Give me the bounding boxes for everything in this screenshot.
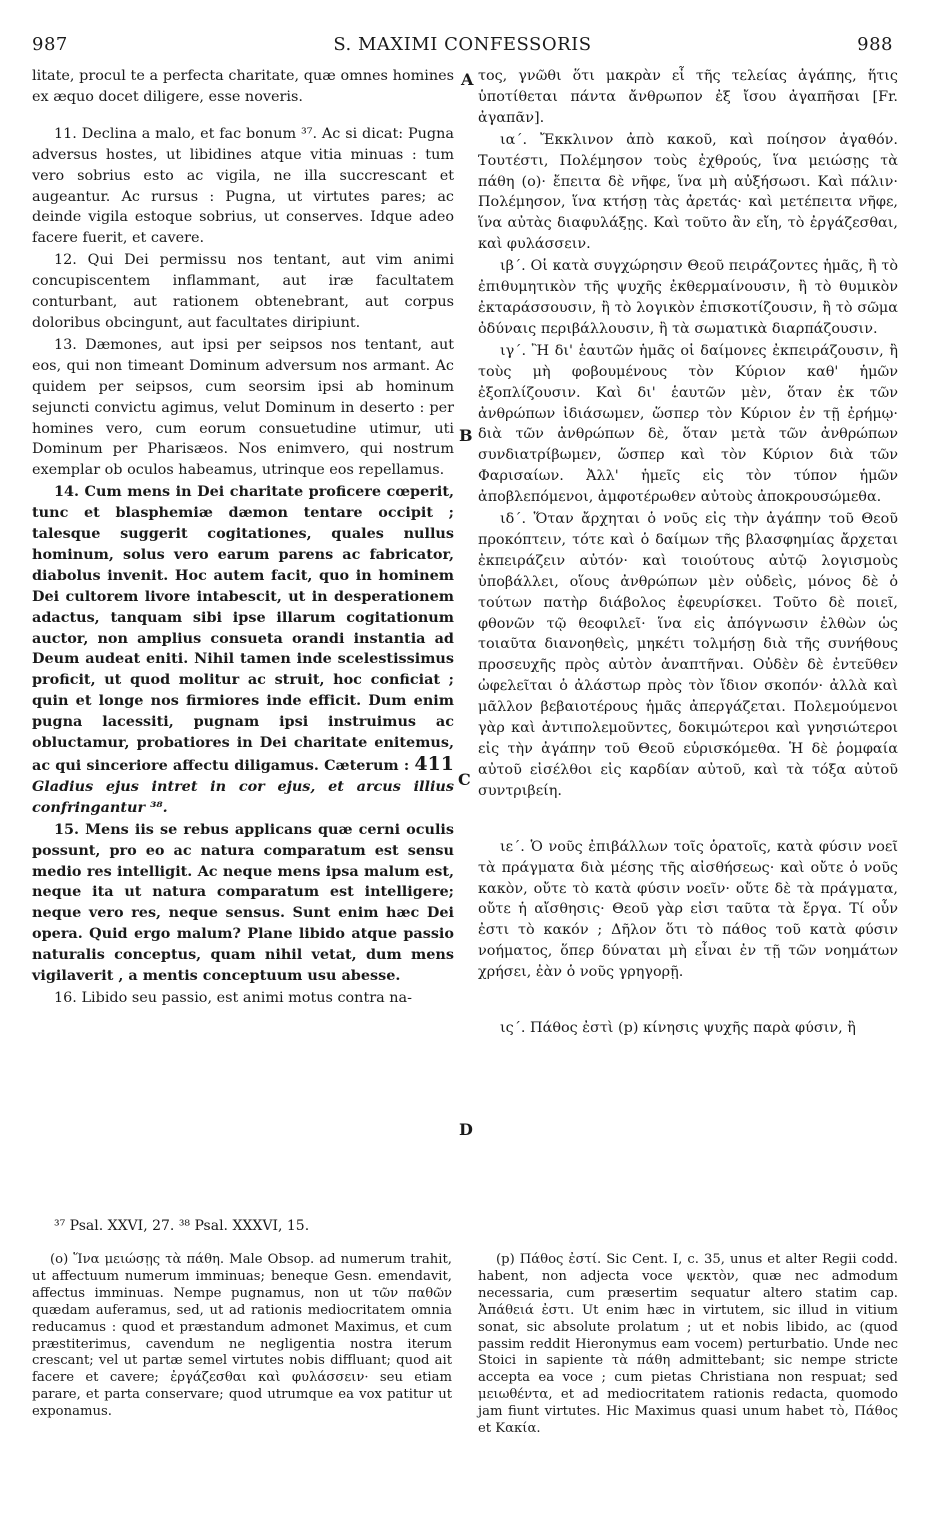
running-title: S. MAXIMI CONFESSORIS <box>333 34 592 55</box>
latin-paragraph-14-text: 14. Cum mens in Dei charitate proficere cœperit, tunc et blasphemiæ dæmon tentare occipit ; talesque suggerit cogitationes, quales nullus hominum, solus vero earum parens ac fabricator, diabolus invenit. Hoc autem facit, quo in hominem Dei cultorem livore intabescit, ut in desperationem adactus, tanquam sibi ipse illarum cogitationum auctor, non amplius consueta orandi instantia ad Deum audeat eniti. Nihil tamen inde scelestissimus proficit, ut quod molitur ac struit, hoc conficiat ; quin et longe nos firmiores inde efficit. Dum enim pugna lacessiti, pugnam ipsi instruimus ac obluctamur, probatiores in Dei charitate enitemus, ac qui sinceriore affectu diligamus. Cæterum : <box>32 483 454 774</box>
latin-column <box>32 66 454 1010</box>
greek-paragraph-15: ιε΄. Ὁ νοῦς ἐπιβάλλων τοῖς ὁρατοῖς, κατὰ φύσιν νοεῖ τὰ πράγματα διὰ μέσης τῆς αἰσθήσεως· καὶ οὔτε ὁ νοῦς κακὸν, οὔτε τὸ κατὰ φύσιν νοεῖν· οὔτε δὲ τὰ πράγματα, οὔτε ἡ αἴσθησις· Θεοῦ γὰρ εἰσι ταῦτα τὰ ἔργα. Τί οὖν ἐστι τὸ κακόν ; Δῆλον ὅτι τὸ πάθος τοῦ κατὰ φύσιν νοήματος, ὅπερ δύναται μὴ εἶναι ἐν τῇ τῶν νοημάτων χρήσει, ἐὰν ὁ νοῦς γρηγορῇ. <box>478 838 898 981</box>
latin-paragraph-11: 11. Declina a malo, et fac bonum ³⁷. Ac si dicat: Pugna adversus hostes, ut libidines atque vitia minuas : tum vero sobrius esto ac vigila, ne illa succrescant et augeantur. Ac rursus : Pugna, ut virtutes pares; ac deinde vigila estoque sobrius, ut conserves. Idque adeo facere fuerit, et cavere. <box>32 125 454 247</box>
running-header <box>32 34 893 58</box>
latin-paragraph-12: 12. Qui Dei permissu nos tentant, aut vim animi concupiscentem inflammant, aut iræ facultatem conturbant, aut rationem obtenebrant, aut corpus doloribus obcingunt, aut facultates diripiunt. <box>32 252 454 331</box>
greek-paragraph-14: ιδ΄. Ὅταν ἄρχηται ὁ νοῦς εἰς τὴν ἀγάπην τοῦ Θεοῦ προκόπτειν, τότε καὶ ὁ δαίμων τῆς βλασφημίας ἄρχεται ἐκπειράζειν αὐτόν· καὶ τοιούτους αὐτῷ λογισμοὺς ὑποβάλλει, οἵους ἀνθρώπων μὲν οὐδεὶς, μόνος δὲ ὁ τούτων πατὴρ διάβολος ἐφευρίσκει. Τοῦτο δὲ ποιεῖ, φθονῶν τῷ θεοφιλεῖ· ἵνα εἰς ἀπόγνωσιν ἐλθὼν ὡς τοιαῦτα διανοηθεὶς, μηκέτι τολμήσῃ διὰ τῆς συνήθους προσευχῆς πρὸς αὐτὸν ἀναπτῆναι. Οὐδὲν δὲ ἐντεῦθεν ὠφελεῖται ὁ ἀλάστωρ πρὸς τὸν ἴδιον σκοπόν· ἀλλὰ καὶ μᾶλλον βεβαιοτέρους ἡμᾶς ἀπεργάζεται. Πολεμούμενοι γὰρ καὶ ἀντιπολεμοῦντες, δοκιμώτεροι καὶ γνησιώτεροι εἰς τὴν ἀγάπην τοῦ Θεοῦ εὑρισκόμεθα. Ἡ δὲ ῥομφαία αὐτοῦ εἰσέλθοι εἰς καρδίαν αὐτοῦ, καὶ τὰ τόξα αὐτοῦ συντριβείη. <box>478 511 898 799</box>
latin-paragraph-14 <box>32 482 454 819</box>
section-marker-d: D <box>459 1120 473 1139</box>
greek-paragraph-13: ιγ΄. Ἢ δι' ἑαυτῶν ἡμᾶς οἱ δαίμονες ἐκπειράζουσιν, ἢ τοὺς μὴ φοβουμένους τὸν Κύριον καθ' ἡμῶν ἐξοπλίζουσιν. Καὶ δι' ἑαυτῶν μὲν, ὅταν ἐκ τῶν ἀνθρώπων ἰδιάσωμεν, ὥσπερ τὸν Κύριον ἐν τῇ ἐρήμῳ· διὰ τῶν ἀνθρώπων δὲ, ὅταν μετὰ τῶν ἀνθρώπων συνδιατρίβωμεν, ὥσπερ καὶ τὸν Κύριον διὰ τῶν Φαρισαίων. Ἀλλ' ἡμεῖς εἰς τὸν τύπον ἡμῶν ἀποβλεπόμενοι, ἀμφοτέρωθεν αὐτοὺς ἀποκρουσώμεθα. <box>478 342 898 506</box>
page-number-right: 988 <box>857 34 893 55</box>
greek-column <box>478 66 898 1040</box>
page-number-left: 987 <box>32 34 68 55</box>
greek-paragraph-12: ιβ΄. Οἱ κατὰ συγχώρησιν Θεοῦ πειράζοντες ἡμᾶς, ἢ τὸ ἐπιθυμητικὸν τῆς ψυχῆς ἐκθερμαίνουσιν, ἢ τὸ θυμικὸν ἐκταράσσουσιν, ἢ τὸ λογικὸν ἐπισκοτίζουσιν, ἢ τὸ σῶμα ὀδύναις περιβάλλουσιν, ἢ τὰ σωματικὰ διαρπάζουσιν. <box>478 258 898 337</box>
latin-paragraph-0: litate, procul te a perfecta charitate, quæ omnes homines ex æquo docet diligere, esse noveris. <box>32 68 454 105</box>
section-marker-c: C <box>458 770 471 789</box>
greek-paragraph-11: ια΄. Ἔκκλινον ἀπὸ κακοῦ, καὶ ποίησον ἀγαθόν. Τουτέστι, Πολέμησον τοὺς ἐχθρούς, ἵνα μειώσῃς τὰ πάθη (o)· ἔπειτα δὲ νῆφε, ἵνα μὴ αὐξήσωσι. Καὶ πάλιν· Πολέμησον, ἵνα κτήσῃ τὰς ἀρετάς· καὶ μετέπειτα νῆφε, ἵνα αὐτὰς διαφυλάξῃς. Καὶ τοῦτο ἂν εἴη, τὸ ἐργάζεσθαι, καὶ φυλάσσειν. <box>478 131 898 253</box>
latin-paragraph-15: 15. Mens iis se rebus applicans quæ cerni oculis possunt, pro eo ac natura comparatum est sensu medio res intelligit. Ac neque mens ipsa malum est, neque ita ut natura comparatum est intelligere; neque vero res, neque sensus. Sunt enim hæc Dei opera. Quid ergo malum? Plane libido atque passio naturalis conceptus, quam nihil vetat, dum mens vigilaverit , a mentis conceptuum usu abesse. <box>32 820 454 985</box>
section-marker-a: A <box>461 70 474 89</box>
section-marker-b: B <box>459 426 473 445</box>
latin-paragraph-16: 16. Libido seu passio, est animi motus contra na- <box>54 989 412 1006</box>
latin-paragraph-14-quote: Gladius ejus intret in cor ejus, et arcus illius confringantur ³⁸. <box>32 777 454 816</box>
latin-paragraph-13: 13. Dæmones, aut ipsi per seipsos nos tentant, aut eos, qui non timeant Dominum adversum nos armant. Ac quidem per seipsos, cum seorsim ipsi ab hominum sejuncti convictu agimus, velut Dominum in deserto : per homines vero, cum eorum consuetudine utimur, uti Dominum per Pharisæos. Nos enimvero, qui nostrum exemplar ob oculos habeamus, utrinque eos repellamus. <box>32 336 454 479</box>
greek-paragraph-0: τος, γνῶθι ὅτι μακρὰν εἶ τῆς τελείας ἀγάπης, ἥτις ὑποτίθεται πάντα ἄνθρωπον ἐξ ἴσου ἀγαπῆσαι [Fr. ἀγαπᾶν]. <box>478 68 898 126</box>
column-number: 411 <box>414 753 454 775</box>
greek-paragraph-16: ις΄. Πάθος ἐστὶ (p) κίνησις ψυχῆς παρὰ φύσιν, ἢ <box>500 1020 856 1037</box>
scripture-references: ³⁷ Psal. XXVI, 27. ³⁸ Psal. XXXVI, 15. <box>54 1218 310 1234</box>
footnote-o: (o) Ἵνα μειώσῃς τὰ πάθη. Male Obsop. ad numerum trahit, ut affectuum numerum imminuas; beneque Gesn. emendavit, affectus imminuas. Nempe pugnamus, non ut τῶν παθῶν quædam auferamus, sed, ut ad rationis mediocritatem omnia reducamus : quod et præstandum admonet Maximus, et cum præstiterimus, cavendum ne negligentia nostra iterum crescant; vel ut partæ semel virtutes nobis diffluant; quod ait facere et cavere; ἐργάζεσθαι καὶ φυλάσσειν· seu etiam parare, et parta conservare; quod utrumque ea vox patitur ut exponamus. <box>32 1252 452 1420</box>
footnote-p: (p) Πάθος ἐστί. Sic Cent. I, c. 35, unus et alter Regii codd. habent, non adjecta voce ψεκτὸν, quæ nec admodum necessaria, cum præsertim sequatur altero statim cap. Ἀπάθειά ἐστι. Ut enim hæc in virtutem, sic illud in vitium sonat, sic absolute prolatum ; ut et nobis libido, ac (quod passim reddit Hieronymus eam vocem) perturbatio. Unde nec Stoici in sapiente τὰ πάθη admittebant; sic nempe stricte accepta ea voce ; cum pietas Christiana non respuat; sed μειωθέντα, et ad mediocritatem rationis redacta, quomodo jam fiunt virtutes. Hic Maximus quasi unum habet τὸ, Πάθος et Κακία. <box>478 1252 898 1437</box>
